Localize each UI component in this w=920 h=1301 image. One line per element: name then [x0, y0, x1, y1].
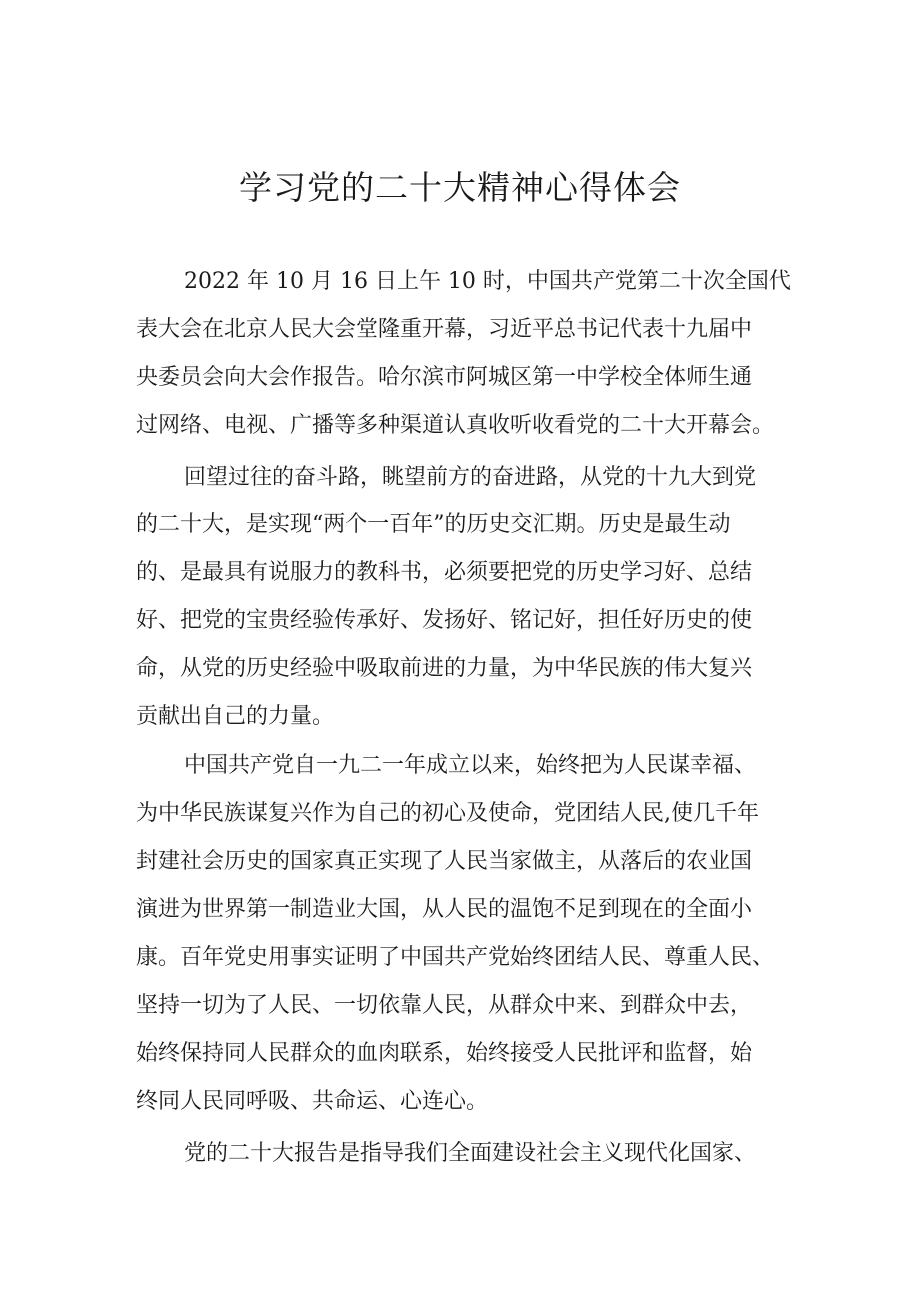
paragraph-2-line-3: 的、是最具有说服力的教科书，必须要把党的历史学习好、总结 [136, 560, 753, 585]
paragraph-1-line-4: 过网络、电视、广播等多种渠道认真收听收看党的二十大开幕会。 [136, 413, 775, 438]
paragraph-4-line-1: 党的二十大报告是指导我们全面建设社会主义现代化国家、 [184, 1141, 757, 1166]
paragraph-3-line-2: 为中华民族谋复兴作为自己的初心及使命，党团结人民,使几千年 [136, 801, 759, 826]
paragraph-3-line-7: 始终保持同人民群众的血肉联系，始终接受人民批评和监督，始 [136, 1041, 753, 1066]
paragraph-3-line-6: 坚持一切为了人民、一切依靠人民，从群众中来、到群众中去， [136, 993, 753, 1018]
paragraph-3-line-8: 终同人民同呼吸、共命运、心连心。 [136, 1089, 489, 1114]
paragraph-1-line-1: 2022 年 10 月 16 日上午 10 时，中国共产党第二十次全国代 [184, 269, 791, 294]
paragraph-3-line-4: 演进为世界第一制造业大国，从人民的温饱不足到现在的全面小 [136, 897, 753, 922]
paragraph-2-line-5: 命，从党的历史经验中吸取前进的力量，为中华民族的伟大复兴 [136, 656, 753, 681]
paragraph-2-line-6: 贡献出自己的力量。 [136, 704, 335, 729]
paragraph-3-line-3: 封建社会历史的国家真正实现了人民当家做主，从落后的农业国 [136, 849, 753, 874]
paragraph-3-line-1: 中国共产党自一九二一年成立以来，始终把为人民谋幸福、 [184, 753, 757, 778]
paragraph-1-line-2: 表大会在北京人民大会堂隆重开幕，习近平总书记代表十九届中 [136, 317, 753, 342]
paragraph-2-line-1: 回望过往的奋斗路，眺望前方的奋进路，从党的十九大到党 [184, 465, 757, 490]
paragraph-2-line-2: 的二十大，是实现“两个一百年”的历史交汇期。历史是最生动 [136, 512, 731, 537]
document-title: 学习党的二十大精神心得体会 [239, 168, 681, 207]
paragraph-2-line-4: 好、把党的宝贵经验传承好、发扬好、铭记好，担任好历史的使 [136, 608, 753, 633]
paragraph-3-line-5: 康。百年党史用事实证明了中国共产党始终团结人民、尊重人民、 [136, 945, 775, 970]
paragraph-1-line-3: 央委员会向大会作报告。哈尔滨市阿城区第一中学校全体师生通 [136, 365, 753, 390]
